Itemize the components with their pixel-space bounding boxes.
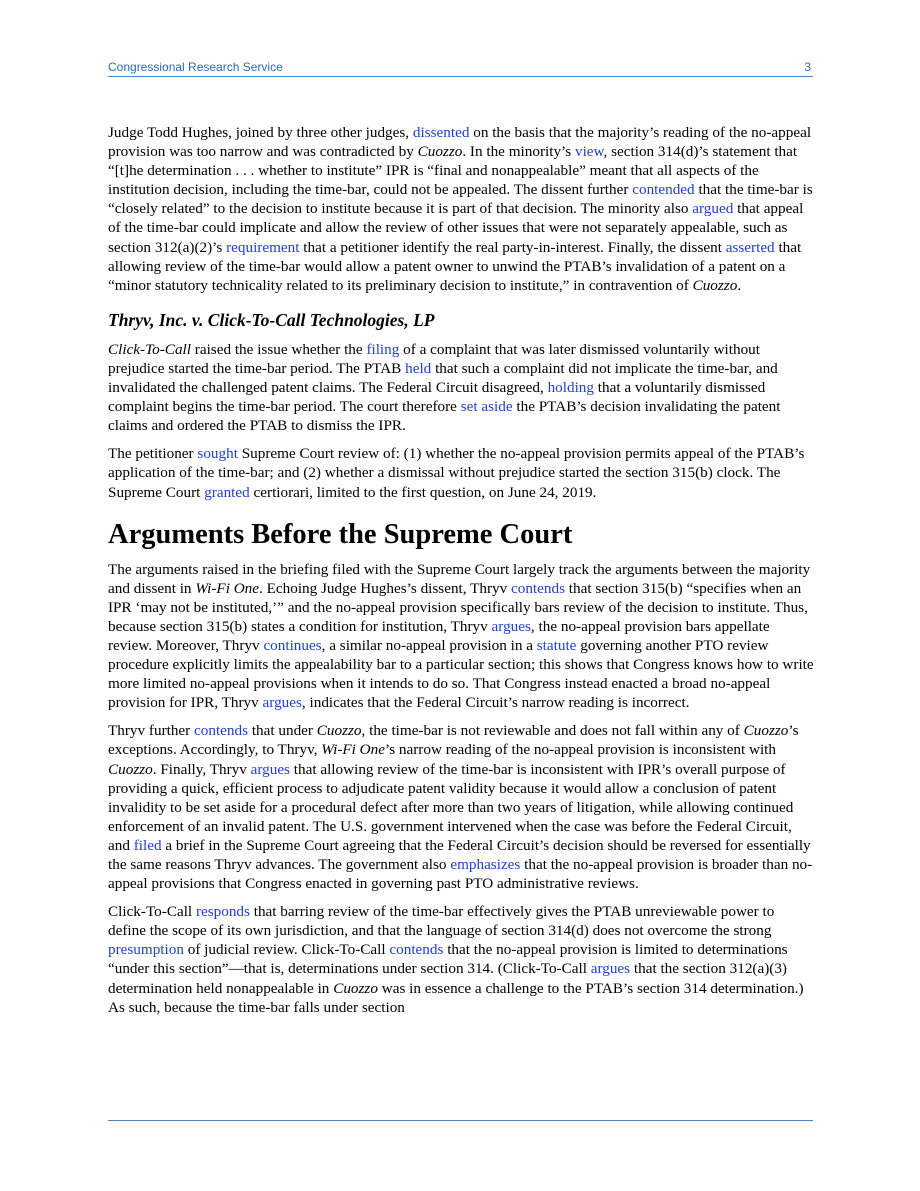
text-run: , the time-bar is not reviewable and does not fall within any of xyxy=(361,722,744,740)
citation-link[interactable]: filed xyxy=(133,836,162,854)
paragraph xyxy=(108,123,814,295)
text-run: that allowing review of the time-bar would allow a patent owner to unwind the PTAB’s invalidation of a patent on a “minor statutory technicality related to its preliminary decision to institute,” in contravention of xyxy=(108,238,802,294)
italic-case-name: Click-To-Call xyxy=(108,340,191,358)
text-run: Click-To-Call xyxy=(108,903,196,921)
citation-link[interactable]: requirement xyxy=(226,238,300,256)
text-run: , section 314(d)’s statement that “[t]he determination . . . whether to institute” IPR is “final and nonappealable” meant that all aspects of the institution decision, including the time-bar, could not be appealed. The dissent further xyxy=(108,143,798,199)
text-run: , a similar no-appeal provision in a xyxy=(321,636,537,654)
citation-link[interactable]: granted xyxy=(204,483,250,501)
text-run: was in essence a challenge to the PTAB’s section 314 determination.) As such, because the time-bar falls under section xyxy=(108,979,804,1016)
citation-link[interactable]: statute xyxy=(536,636,577,654)
citation-link[interactable]: holding xyxy=(547,379,594,397)
citation-link[interactable]: continues xyxy=(263,636,322,654)
text-run: certiorari, limited to the first question, on June 24, 2019. xyxy=(249,483,597,501)
citation-link[interactable]: argued xyxy=(692,200,734,218)
text-run: that the time-bar is “closely related” to the decision to institute because it is part of that decision. The minority also xyxy=(108,181,813,218)
text-run: . Echoing Judge Hughes’s dissent, Thryv xyxy=(259,579,511,597)
text-run: , indicates that the Federal Circuit’s narrow reading is incorrect. xyxy=(301,694,690,712)
text-run: that appeal of the time-bar could implicate and allow the review of other issues that were not separately appealable, such as section 312(a)(2)’s xyxy=(108,200,804,256)
paragraph xyxy=(108,444,814,501)
text-run: Thryv further xyxy=(108,722,195,740)
case-heading: Thryv, Inc. v. Click-To-Call Technologies, LP xyxy=(108,309,435,330)
italic-case-name: Wi-Fi One xyxy=(321,741,385,759)
text-run: that section 315(b) “specifies when an IPR ‘may not be instituted,’” and the no-appeal provision specifically bars review of the decision to institute. Thus, because section 315(b) states a condition for institution, Thryv xyxy=(108,579,808,635)
text-run: that a voluntarily dismissed complaint begins the time-bar period. The court therefore xyxy=(108,379,766,416)
text-run: ’s exceptions. Accordingly, to Thryv, xyxy=(108,722,799,759)
text-run: the PTAB’s decision invalidating the patent claims and ordered the PTAB to dismiss the IPR. xyxy=(108,398,781,435)
citation-link[interactable]: argues xyxy=(250,760,290,778)
citation-link[interactable]: emphasizes xyxy=(450,856,521,873)
text-run: ’s narrow reading of the no-appeal provision is inconsistent with xyxy=(384,741,776,759)
text-run: . Finally, Thryv xyxy=(152,760,251,778)
text-run: that a petitioner identify the real party-in-interest. Finally, the dissent xyxy=(299,238,726,256)
citation-link[interactable]: filing xyxy=(366,340,400,358)
text-run: of judicial review. Click-To-Call xyxy=(183,941,390,959)
citation-link[interactable]: held xyxy=(405,359,432,377)
text-run: Judge Todd Hughes, joined by three other judges, xyxy=(108,124,413,141)
citation-link[interactable]: argues xyxy=(491,617,531,635)
footer-divider xyxy=(108,1120,813,1121)
text-run: The petitioner xyxy=(108,445,198,463)
citation-link[interactable]: argues xyxy=(262,694,302,712)
text-run: a brief in the Supreme Court agreeing that the Federal Circuit’s decision should be reversed for essentially the same reasons Thryv advances. The government also xyxy=(108,836,811,873)
citation-link[interactable]: contends xyxy=(194,722,249,740)
italic-case-name: Cuozzo xyxy=(417,143,463,161)
text-run: governing another PTO review procedure explicitly limits the appealability bar to a particular section; this shows that Congress knows how to write more limited no-appeal provisions when it intends to do so. That Congress instead enacted a broad no-appeal provision for IPR, Thryv xyxy=(108,636,814,712)
italic-case-name: Cuozzo xyxy=(333,979,378,997)
header-org: Congressional Research Service xyxy=(108,60,283,74)
text-run: , the no-appeal provision bars appellate review. Moreover, Thryv xyxy=(108,617,770,654)
citation-link[interactable]: responds xyxy=(195,903,250,921)
citation-link[interactable]: contends xyxy=(389,941,444,959)
italic-case-name: Cuozzo xyxy=(692,276,738,294)
text-run: that the no-appeal provision is limited to determinations “under this section”—that is, determinations under section 314. (Click-To-Call xyxy=(108,941,788,978)
citation-link[interactable]: argues xyxy=(590,960,631,978)
paragraph xyxy=(108,902,814,1017)
document-body xyxy=(108,123,814,1026)
paragraph xyxy=(108,721,814,893)
text-run: that barring review of the time-bar effectively gives the PTAB unreviewable power to define the scope of its own jurisdiction, and that the language of section 314(d) does not overcome the strong xyxy=(108,903,775,940)
text-run: that under xyxy=(248,722,317,740)
citation-link[interactable]: view xyxy=(574,143,604,161)
citation-link[interactable]: presumption xyxy=(108,941,184,959)
citation-link[interactable]: contends xyxy=(511,579,565,597)
text-run: that allowing review of the time-bar is inconsistent with IPR’s overall purpose of providing a quick, efficient process to adjudicate patent validity because it would allow a conclusion of patent invalidity to be set aside for a procedural defect after more than two years of litigation, while allowing continued enforcement of an invalid patent. The U.S. government intervened when the case was before the Federal Circuit, and xyxy=(108,760,794,854)
text-run: that the no-appeal provision is broader than no-appeal provisions that Congress enacted in governing past PTO administrative reviews. xyxy=(108,856,813,893)
page-number: 3 xyxy=(804,60,811,74)
italic-case-name: Cuozzo xyxy=(108,760,153,778)
page-header xyxy=(108,58,813,77)
italic-case-name: Wi-Fi One xyxy=(195,579,260,597)
paragraph xyxy=(108,560,814,713)
text-run: Supreme Court review of: (1) whether the no-appeal provision permits appeal of the PTAB’s application of the time-bar; and (2) whether a dismissal without prejudice started the section 315(b) clock. The Supreme Court xyxy=(108,445,805,501)
citation-link[interactable]: contended xyxy=(632,181,695,199)
text-run: on the basis that the majority’s reading of the no-appeal provision was too narrow and was contradicted by xyxy=(108,124,812,161)
citation-link[interactable]: set aside xyxy=(460,398,513,416)
text-run: raised the issue whether the xyxy=(190,340,367,358)
citation-link[interactable]: asserted xyxy=(725,238,775,256)
text-run: of a complaint that was later dismissed voluntarily without prejudice started the time-bar period. The PTAB xyxy=(108,340,760,377)
italic-case-name: Cuozzo xyxy=(316,722,362,740)
text-run: . xyxy=(737,276,742,294)
citation-link[interactable]: dissented xyxy=(412,124,470,141)
text-run: that such a complaint did not implicate the time-bar, and invalidated the challenged patent claims. The Federal Circuit disagreed, xyxy=(108,359,778,397)
italic-case-name: Cuozzo xyxy=(743,722,789,740)
citation-link[interactable]: sought xyxy=(197,445,238,463)
text-run: . In the minority’s xyxy=(462,143,575,161)
text-run: The arguments raised in the briefing filed with the Supreme Court largely track the arguments between the majority and dissent in xyxy=(108,560,811,597)
paragraph xyxy=(108,340,814,435)
section-title: Arguments Before the Supreme Court xyxy=(108,518,573,550)
text-run: that the section 312(a)(3) determination held nonappealable in xyxy=(108,960,787,997)
